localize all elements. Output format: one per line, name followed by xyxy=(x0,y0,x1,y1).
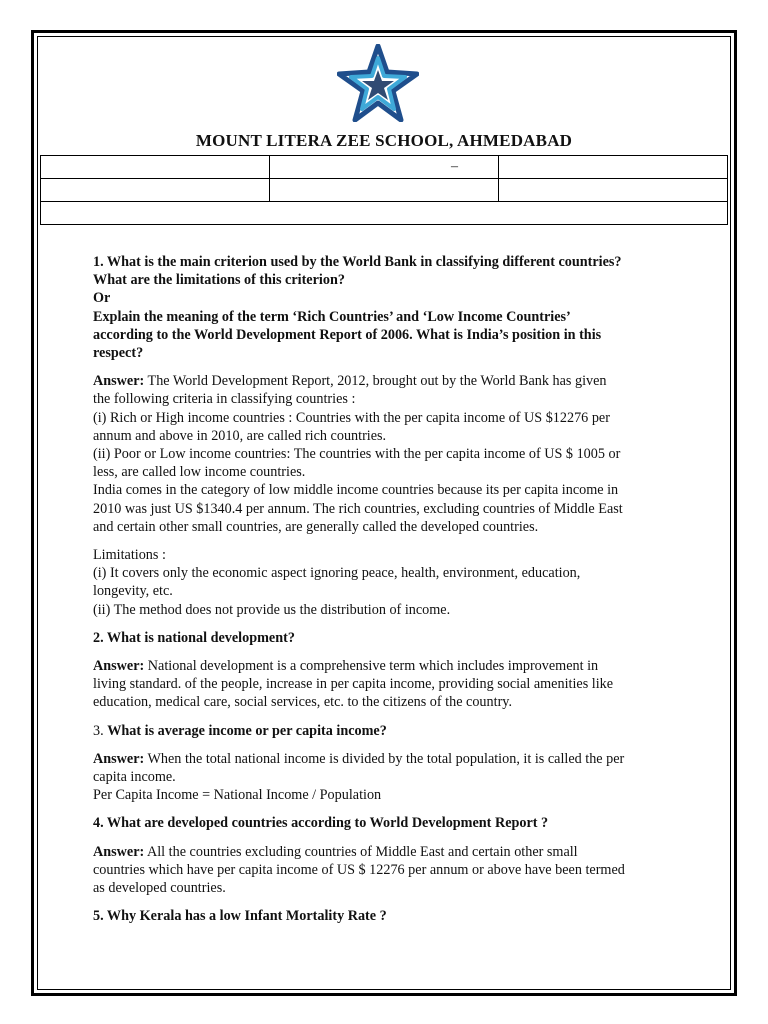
header-cell xyxy=(41,156,270,179)
answer-text: living standard. of the people, increase in per capita income, providing social amenities like xyxy=(93,676,614,693)
answer-3 xyxy=(93,750,678,805)
question-text: according to the World Development Report of 2006. What is India’s position in this xyxy=(93,326,602,343)
limitations xyxy=(93,546,678,619)
question-text: What are the limitations of this criterion? xyxy=(93,272,345,289)
header-cell xyxy=(41,179,270,202)
star-logo-icon xyxy=(337,44,419,122)
answer-text: (ii) Poor or Low income countries: The countries with the per capita income of US $ 1005 or xyxy=(93,446,621,463)
answer-label: Answer: xyxy=(93,373,145,390)
limitations-text: longevity, etc. xyxy=(93,583,173,600)
answer-text: annum and above in 2010, are called rich countries. xyxy=(93,427,387,444)
answer-label: Answer: xyxy=(93,750,145,767)
answer-text: countries which have per capita income of US $ 12276 per annum or above have been termed xyxy=(93,861,625,878)
header-info-table xyxy=(40,155,728,225)
limitations-text: (ii) The method does not provide us the distribution of income. xyxy=(93,601,451,618)
header-cell xyxy=(270,179,499,202)
question-text: 1. What is the main criterion used by the World Bank in classifying different countries? xyxy=(93,254,622,270)
answer-text: Answer: The World Development Report, 2012, brought out by the World Bank has given xyxy=(93,373,607,390)
answer-text: education, medical care, social services, etc. to the citizens of the country. xyxy=(93,694,513,711)
school-title: MOUNT LITERA ZEE SCHOOL, AHMEDABAD xyxy=(195,131,573,150)
question-2: 2. What is national development? xyxy=(93,629,295,646)
header-cell xyxy=(499,179,728,202)
header-cell xyxy=(41,202,728,225)
limitations-text: Limitations : xyxy=(93,547,166,564)
answer-text: 2010 was just US $1340.4 per annum. The rich countries, excluding countries of Middle East xyxy=(93,500,623,517)
question-text: Explain the meaning of the term ‘Rich Countries’ and ‘Low Income Countries’ xyxy=(93,308,571,325)
answer-text: as developed countries. xyxy=(93,880,226,897)
answer-label: Answer: xyxy=(93,658,145,675)
answer-label: Answer: xyxy=(93,843,145,860)
header-table-row xyxy=(41,202,728,225)
answer-2 xyxy=(93,657,678,712)
answer-4 xyxy=(93,843,678,898)
document-content xyxy=(93,253,678,926)
header-table-row xyxy=(41,156,728,179)
header-cell: – xyxy=(270,156,499,179)
question-5: 5. Why Kerala has a low Infant Mortality Rate ? xyxy=(93,908,387,925)
question-3: 3. What is average income or per capita income? xyxy=(93,722,387,739)
answer-1 xyxy=(93,372,678,536)
question-1 xyxy=(93,253,678,362)
answer-text: (i) Rich or High income countries : Countries with the per capita income of US $12276 per xyxy=(93,409,610,426)
answer-text: and certain other small countries, are generally called the developed countries. xyxy=(93,518,539,535)
question-text: respect? xyxy=(93,345,144,362)
answer-text: capita income. xyxy=(93,769,176,786)
limitations-text: (i) It covers only the economic aspect ignoring peace, health, environment, education, xyxy=(93,565,581,582)
answer-text: less, are called low income countries. xyxy=(93,464,306,481)
formula-text: Per Capita Income = National Income / Population xyxy=(93,787,382,804)
header-table-row xyxy=(41,179,728,202)
answer-text: Answer: When the total national income is divided by the total population, it is called the per xyxy=(93,750,625,767)
answer-text: the following criteria in classifying countries : xyxy=(93,391,356,408)
header-cell xyxy=(499,156,728,179)
answer-text: Answer: National development is a comprehensive term which includes improvement in xyxy=(93,658,599,675)
question-4: 4. What are developed countries according to World Development Report ? xyxy=(93,815,549,832)
question-text: Or xyxy=(93,290,111,307)
answer-text: India comes in the category of low middle income countries because its per capita income in xyxy=(93,482,619,499)
answer-text: Answer: All the countries excluding countries of Middle East and certain other small xyxy=(93,843,578,860)
